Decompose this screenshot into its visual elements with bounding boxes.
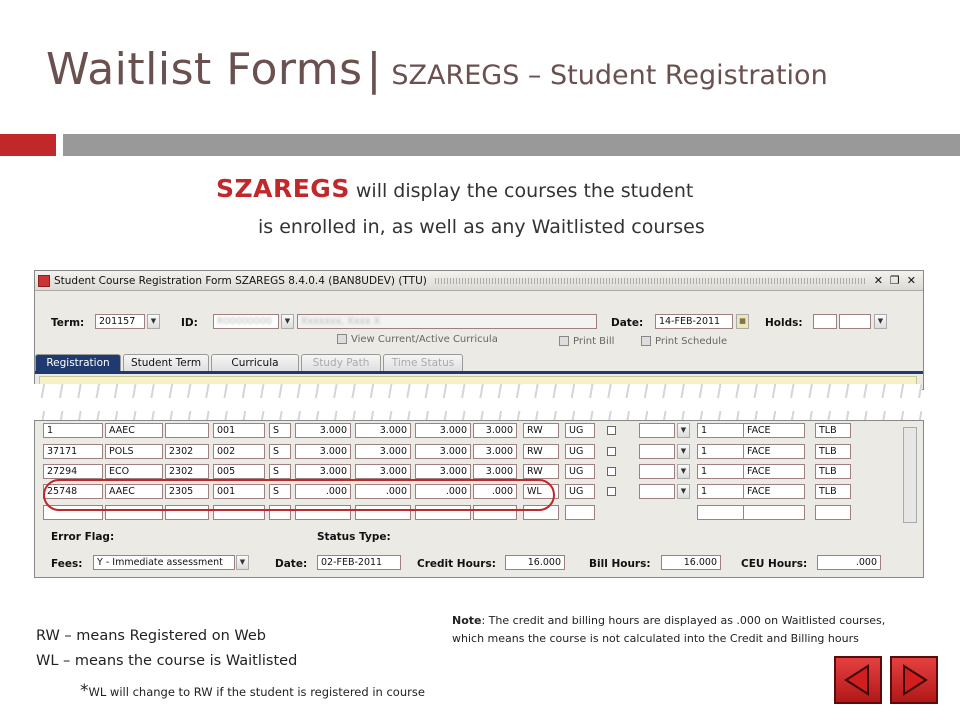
row-2-crn-cell[interactable]: 27294 (43, 464, 103, 479)
student-name-field (297, 314, 597, 329)
row-1-h2-cell[interactable]: 3.000 (355, 444, 411, 459)
restore-icon[interactable]: ❐ (889, 274, 900, 287)
empty-row-instr-cell[interactable] (815, 505, 851, 520)
row-1-one-cell[interactable]: 1 (697, 444, 753, 459)
legend-wl: WL – means the course is Waitlisted (36, 653, 298, 669)
view-curricula-checkbox[interactable] (337, 334, 498, 345)
term-dropdown-icon[interactable]: ▼ (147, 314, 160, 329)
row-1-level-cell[interactable]: UG (565, 444, 595, 459)
row-3-action-field[interactable] (639, 484, 675, 499)
row-3-checkbox[interactable] (607, 487, 616, 496)
triangle-left-icon (836, 658, 880, 702)
status-type-label: Status Type: (317, 531, 391, 543)
row-1-h4-cell[interactable]: 3.000 (473, 444, 517, 459)
view-curricula-box (337, 334, 347, 344)
student-name-value: Xxxxxxx, Xxxx X (301, 316, 381, 327)
row-0-one-cell[interactable]: 1 (697, 423, 753, 438)
term-label: Term: (51, 317, 85, 329)
date-field[interactable]: 14-FEB-2011 (655, 314, 733, 329)
tab-study-path[interactable]: Study Path (301, 354, 381, 372)
row-0-campus-cell[interactable]: FACE (743, 423, 805, 438)
ceu-hours-label: CEU Hours: (741, 558, 808, 570)
row-1-subj-cell[interactable]: POLS (105, 444, 163, 459)
row-3-ptrm-cell[interactable]: S (269, 484, 291, 499)
row-1-instr-cell[interactable]: TLB (815, 444, 851, 459)
app-icon (38, 275, 50, 287)
footnote-text: WL will change to RW if the student is registered in course (88, 685, 425, 699)
footer-date-field[interactable]: 02-FEB-2011 (317, 555, 401, 570)
registration-form-header-screenshot (34, 270, 924, 390)
print-schedule-label: Print Schedule (655, 336, 728, 347)
previous-slide-button[interactable] (834, 656, 882, 704)
waitlisted-row-highlight (43, 479, 555, 511)
footnote (80, 681, 425, 701)
accent-bar-red (0, 134, 56, 156)
row-1-h1-cell[interactable]: 3.000 (295, 444, 351, 459)
row-2-instr-cell[interactable]: TLB (815, 464, 851, 479)
row-3-campus-cell[interactable]: FACE (743, 484, 805, 499)
row-0-crse-cell[interactable] (165, 423, 209, 438)
holds-dropdown-icon[interactable]: ▼ (874, 314, 887, 329)
row-3-one-cell[interactable]: 1 (697, 484, 753, 499)
row-1-campus-cell[interactable]: FACE (743, 444, 805, 459)
registration-rows-screenshot (34, 420, 924, 578)
fees-label: Fees: (51, 558, 83, 570)
note-text (452, 612, 886, 648)
row-1-dropdown-icon[interactable]: ▼ (677, 444, 690, 459)
id-search-icon[interactable]: ▼ (281, 314, 294, 329)
fees-dropdown-icon[interactable]: ▼ (236, 555, 249, 570)
row-2-dropdown-icon[interactable]: ▼ (677, 464, 690, 479)
row-0-h2-cell[interactable]: 3.000 (355, 423, 411, 438)
print-bill-checkbox[interactable] (559, 336, 614, 347)
row-1-sec-cell[interactable]: 002 (213, 444, 265, 459)
tab-time-status[interactable]: Time Status (383, 354, 463, 372)
row-3-subj-cell[interactable]: AAEC (105, 484, 163, 499)
description-keyword: SZAREGS (216, 174, 350, 203)
row-0-subj-cell[interactable]: AAEC (105, 423, 163, 438)
triangle-right-icon (892, 658, 936, 702)
accent-bar-gray (63, 134, 960, 156)
row-2-h4-cell[interactable]: 3.000 (473, 464, 517, 479)
credit-hours-field[interactable]: 16.000 (505, 555, 565, 570)
row-1-checkbox[interactable] (607, 447, 616, 456)
row-2-crse-cell[interactable]: 2302 (165, 464, 209, 479)
description-line-2: is enrolled in, as well as any Waitlisted courses (258, 216, 705, 238)
holds-field-1[interactable] (813, 314, 837, 329)
row-3-status-cell[interactable]: WL (523, 484, 559, 499)
credit-hours-label: Credit Hours: (417, 558, 496, 570)
row-2-one-cell[interactable]: 1 (697, 464, 753, 479)
tab-registration[interactable]: Registration (35, 354, 121, 372)
torn-edge-top (34, 384, 922, 398)
date-label: Date: (611, 317, 644, 329)
print-schedule-checkbox[interactable] (641, 336, 727, 347)
row-3-instr-cell[interactable]: TLB (815, 484, 851, 499)
row-1-status-cell[interactable]: RW (523, 444, 559, 459)
description-line-1 (216, 174, 693, 203)
row-2-h1-cell[interactable]: 3.000 (295, 464, 351, 479)
term-field[interactable]: 201157 (95, 314, 145, 329)
id-field[interactable] (213, 314, 279, 329)
row-0-checkbox[interactable] (607, 426, 616, 435)
row-3-crn-cell[interactable]: 25748 (43, 484, 103, 499)
row-0-crn-cell[interactable]: 1 (43, 423, 103, 438)
row-3-sec-cell[interactable]: 001 (213, 484, 265, 499)
row-3-h1-cell[interactable]: .000 (295, 484, 351, 499)
bill-hours-label: Bill Hours: (589, 558, 651, 570)
row-0-status-cell[interactable]: RW (523, 423, 559, 438)
calendar-icon[interactable]: ▦ (736, 314, 749, 329)
row-3-h4-cell[interactable]: .000 (473, 484, 517, 499)
next-slide-button[interactable] (890, 656, 938, 704)
id-label: ID: (181, 317, 198, 329)
row-0-ptrm-cell[interactable]: S (269, 423, 291, 438)
holds-label: Holds: (765, 317, 803, 329)
row-2-sec-cell[interactable]: 005 (213, 464, 265, 479)
row-1-ptrm-cell[interactable]: S (269, 444, 291, 459)
print-schedule-box (641, 336, 651, 346)
window-titlebar (35, 271, 923, 291)
footer-date-label: Date: (275, 558, 308, 570)
rows-scrollbar[interactable] (903, 427, 917, 523)
error-flag-label: Error Flag: (51, 531, 115, 543)
fees-field[interactable]: Y - Immediate assessment (93, 555, 235, 570)
window-title: Student Course Registration Form SZAREGS 8.4.0.4 (BAN8UDEV) (TTU) (54, 274, 427, 287)
row-2-ptrm-cell[interactable]: S (269, 464, 291, 479)
description-line-1-text: will display the courses the student (355, 180, 694, 202)
row-0-instr-cell[interactable]: TLB (815, 423, 851, 438)
row-2-h3-cell[interactable]: 3.000 (415, 464, 471, 479)
slide-title (46, 44, 828, 95)
row-0-h3-cell[interactable]: 3.000 (415, 423, 471, 438)
row-2-subj-cell[interactable]: ECO (105, 464, 163, 479)
row-2-level-cell[interactable]: UG (565, 464, 595, 479)
row-0-h1-cell[interactable]: 3.000 (295, 423, 351, 438)
row-3-h2-cell[interactable]: .000 (355, 484, 411, 499)
row-3-crse-cell[interactable]: 2305 (165, 484, 209, 499)
row-0-h4-cell[interactable]: 3.000 (473, 423, 517, 438)
legend-rw: RW – means Registered on Web (36, 628, 266, 644)
titlebar-fill (435, 278, 866, 284)
row-1-crse-cell[interactable]: 2302 (165, 444, 209, 459)
title-separator: | (366, 44, 382, 95)
empty-row-level-cell[interactable] (565, 505, 595, 520)
tab-underline (35, 371, 923, 374)
row-1-h3-cell[interactable]: 3.000 (415, 444, 471, 459)
holds-field-2[interactable] (839, 314, 871, 329)
row-1-action-field[interactable] (639, 444, 675, 459)
row-3-dropdown-icon[interactable]: ▼ (677, 484, 690, 499)
print-bill-label: Print Bill (573, 336, 615, 347)
note-body: : The credit and billing hours are displayed as .000 on Waitlisted courses, which means the course is not calculated into the Credit and Billing hours (452, 614, 886, 645)
row-3-h3-cell[interactable]: .000 (415, 484, 471, 499)
slide-title-subtitle: SZAREGS – Student Registration (391, 60, 828, 91)
row-2-h2-cell[interactable]: 3.000 (355, 464, 411, 479)
bill-hours-field[interactable]: 16.000 (661, 555, 721, 570)
tab-student-term[interactable]: Student Term (123, 354, 209, 372)
row-0-level-cell[interactable]: UG (565, 423, 595, 438)
footnote-asterisk: * (80, 681, 89, 701)
row-3-level-cell[interactable]: UG (565, 484, 595, 499)
note-label: Note (452, 614, 482, 627)
empty-row-campus-cell[interactable] (743, 505, 805, 520)
close-window-icon[interactable]: ✕ (906, 274, 916, 287)
id-value: R00000000 (217, 316, 272, 327)
row-2-checkbox[interactable] (607, 467, 616, 476)
row-0-sec-cell[interactable]: 001 (213, 423, 265, 438)
ceu-hours-field[interactable]: .000 (817, 555, 881, 570)
row-0-dropdown-icon[interactable]: ▼ (677, 423, 690, 438)
slide-title-main: Waitlist Forms (46, 44, 363, 95)
row-2-status-cell[interactable]: RW (523, 464, 559, 479)
row-1-crn-cell[interactable]: 37171 (43, 444, 103, 459)
close-form-icon[interactable]: ✕ (873, 274, 883, 287)
row-2-campus-cell[interactable]: FACE (743, 464, 805, 479)
row-0-action-field[interactable] (639, 423, 675, 438)
print-bill-box (559, 336, 569, 346)
view-curricula-label: View Current/Active Curricula (351, 334, 498, 345)
tab-curricula[interactable]: Curricula (211, 354, 299, 372)
row-2-action-field[interactable] (639, 464, 675, 479)
